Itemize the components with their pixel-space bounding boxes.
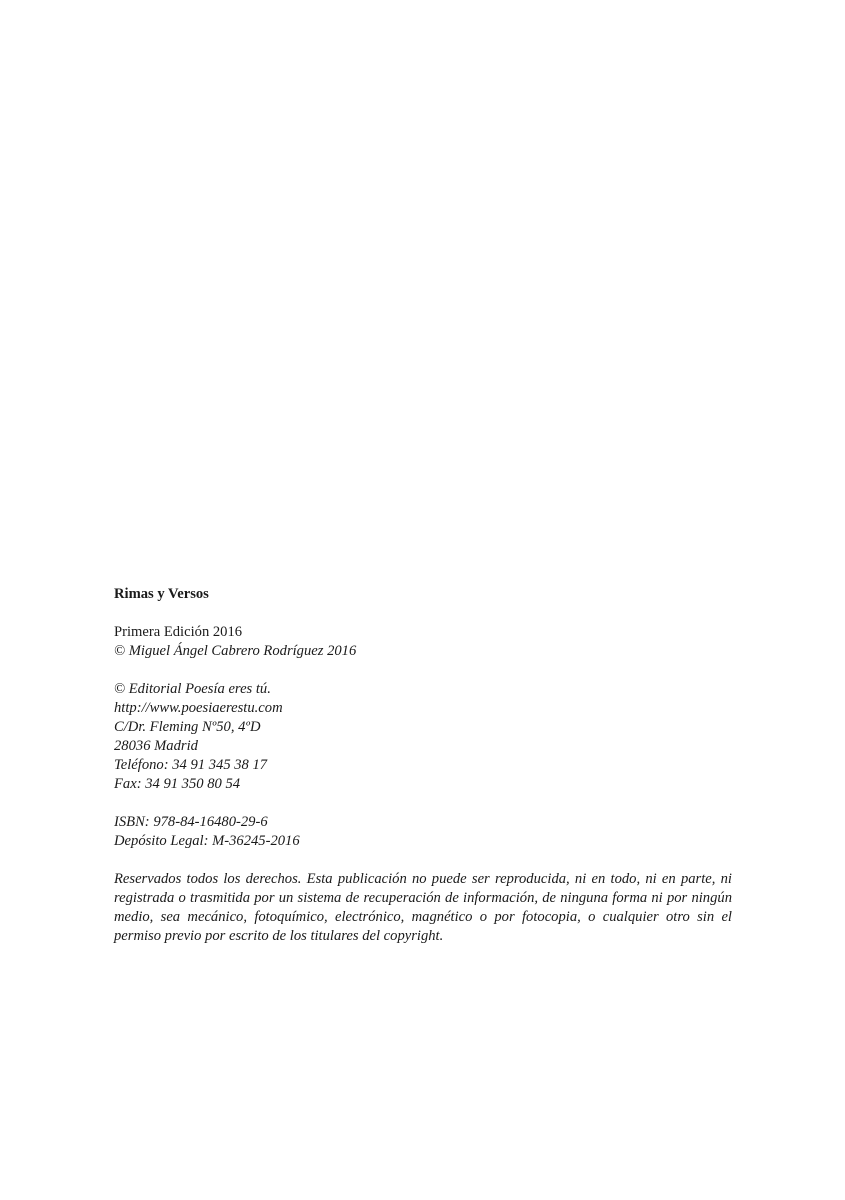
isbn: ISBN: 978-84-16480-29-6 [114, 814, 268, 830]
rights-notice: Reservados todos los derechos. Esta publicación no puede ser reproducida, ni en todo, ni en parte, ni registrada o trasmitida por un sistema de recuperación de información, de ninguna forma ni por ningún medio, sea mecánico, fotoquímico, electrónico, magnético o por fotocopia, o cualquier otro sin el permiso previo por escrito de los titulares del copyright. [114, 871, 732, 944]
spacer [114, 851, 732, 870]
edition-block [114, 623, 732, 661]
book-title: Rimas y Versos [114, 586, 209, 602]
publisher-website: http://www.poesiaerestu.com [114, 700, 283, 716]
spacer [114, 604, 732, 623]
publisher-fax: Fax: 34 91 350 80 54 [114, 776, 241, 792]
identifiers-block [114, 813, 732, 851]
publisher-block [114, 680, 732, 794]
spacer [114, 661, 732, 680]
publisher-phone: Teléfono: 34 91 345 38 17 [114, 757, 268, 773]
spacer [114, 794, 732, 813]
publisher-city: 28036 Madrid [114, 738, 198, 754]
legal-deposit: Depósito Legal: M-36245-2016 [114, 833, 300, 849]
copyright-page [114, 585, 732, 946]
edition-label: Primera Edición 2016 [114, 624, 243, 640]
publisher-street: C/Dr. Fleming Nº50, 4ºD [114, 719, 261, 735]
publisher-copyright: © Editorial Poesía eres tú. [114, 681, 271, 697]
author-copyright: © Miguel Ángel Cabrero Rodríguez 2016 [114, 643, 357, 659]
